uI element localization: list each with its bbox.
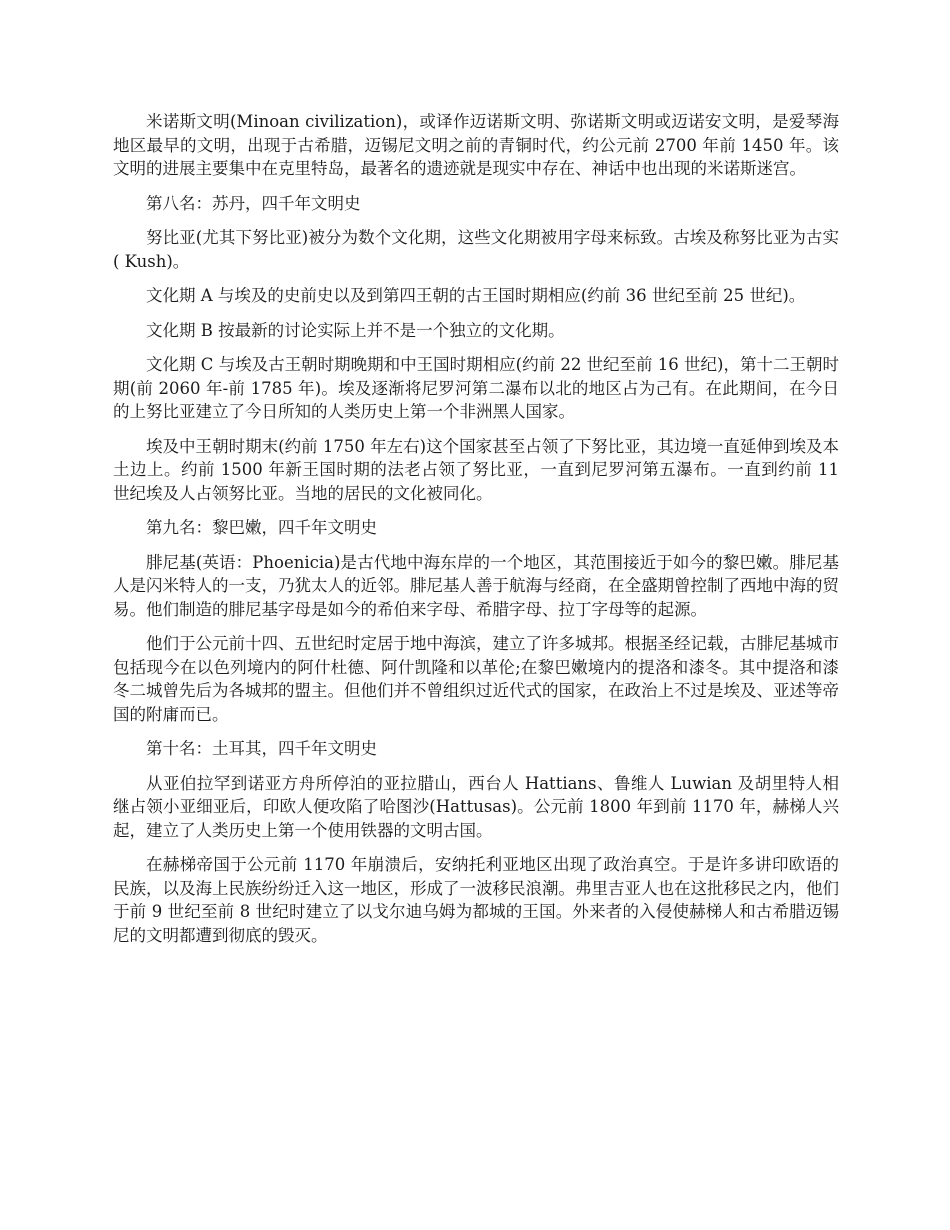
paragraph-phoenicia: 腓尼基(英语：Phoenicia)是古代地中海东岸的一个地区，其范围接近于如今的黎巴嫩。腓尼基人是闪米特人的一支，乃犹太人的近邻。腓尼基人善于航海与经商，在全盛期曾控制了西地中海的贸易。他们制造的腓尼基字母是如今的希伯来字母、希腊字母、拉丁字母等的起源。 xyxy=(113,552,839,619)
paragraph-egypt-middle-kingdom: 埃及中王朝时期末(约前 1750 年左右)这个国家甚至占领了下努比亚，其边境一直延伸到埃及本土边上。约前 1500 年新王国时期的法老占领了努比亚，一直到尼罗河第五瀑布。一直到约前 11 世纪埃及人占领努比亚。当地的居民的文化被同化。 xyxy=(113,436,839,503)
paragraph-period-c: 文化期 C 与埃及古王朝时期晚期和中王国时期相应(约前 22 世纪至前 16 世纪)，第十二王朝时期(前 2060 年-前 1785 年)。埃及逐渐将尼罗河第二瀑布以北的地区占为己有。在此期间，在今日的上努比亚建立了今日所知的人类历史上第一个非洲黑人国家。 xyxy=(113,355,839,421)
document-body xyxy=(113,110,839,958)
heading-rank-10-turkey: 第十名：土耳其，四千年文明史 xyxy=(146,739,377,758)
paragraph-minoan-intro: 米诺斯文明(Minoan civilization)，或译作迈诺斯文明、弥诺斯文明或迈诺安文明，是爱琴海地区最早的文明，出现于古希腊，迈锡尼文明之前的青铜时代，约公元前 2700 年前 1450 年。该文明的进展主要集中在克里特岛，最著名的遗迹就是现实中存在、神话中也出现的米诺斯迷宫。 xyxy=(113,112,839,178)
paragraph-nubia-periods: 努比亚(尤其下努比亚)被分为数个文化期，这些文化期被用字母来标致。古埃及称努比亚为古实( Kush)。 xyxy=(113,228,839,271)
heading-rank-8-sudan: 第八名：苏丹，四千年文明史 xyxy=(146,193,361,213)
heading-rank-9-lebanon: 第九名：黎巴嫩，四千年文明史 xyxy=(146,518,377,537)
paragraph-period-a: 文化期 A 与埃及的史前史以及到第四王朝的古王国时期相应(约前 36 世纪至前 25 世纪)。 xyxy=(146,286,806,305)
paragraph-hittites-rise: 从亚伯拉罕到诺亚方舟所停泊的亚拉腊山，西台人 Hattians、鲁维人 Luwian 及胡里特人相继占领小亚细亚后，印欧人便攻陷了哈图沙(Hattusas)。公元前 1800 年到前 1170 年，赫梯人兴起，建立了人类历史上第一个使用铁器的文明古国。 xyxy=(113,773,839,840)
paragraph-phoenician-cities: 他们于公元前十四、五世纪时定居于地中海滨，建立了许多城邦。根据圣经记载，古腓尼基城市包括现今在以色列境内的阿什杜德、阿什凯隆和以革伦;在黎巴嫩境内的提洛和漆冬。其中提洛和漆冬二城曾先后为各城邦的盟主。但他们并不曾组织过近代式的国家，在政治上不过是埃及、亚述等帝国的附庸而已。 xyxy=(113,634,839,724)
paragraph-hittites-collapse: 在赫梯帝国于公元前 1170 年崩溃后，安纳托利亚地区出现了政治真空。于是许多讲印欧语的民族，以及海上民族纷纷迁入这一地区，形成了一波移民浪潮。弗里吉亚人也在这批移民之内，他们于前 9 世纪至前 8 世纪时建立了以戈尔迪乌姆为都城的王国。外来者的入侵使赫梯人和古希腊迈锡尼的文明都遭到彻底的毁灭。 xyxy=(113,855,839,945)
paragraph-period-b: 文化期 B 按最新的讨论实际上并不是一个独立的文化期。 xyxy=(146,320,565,340)
